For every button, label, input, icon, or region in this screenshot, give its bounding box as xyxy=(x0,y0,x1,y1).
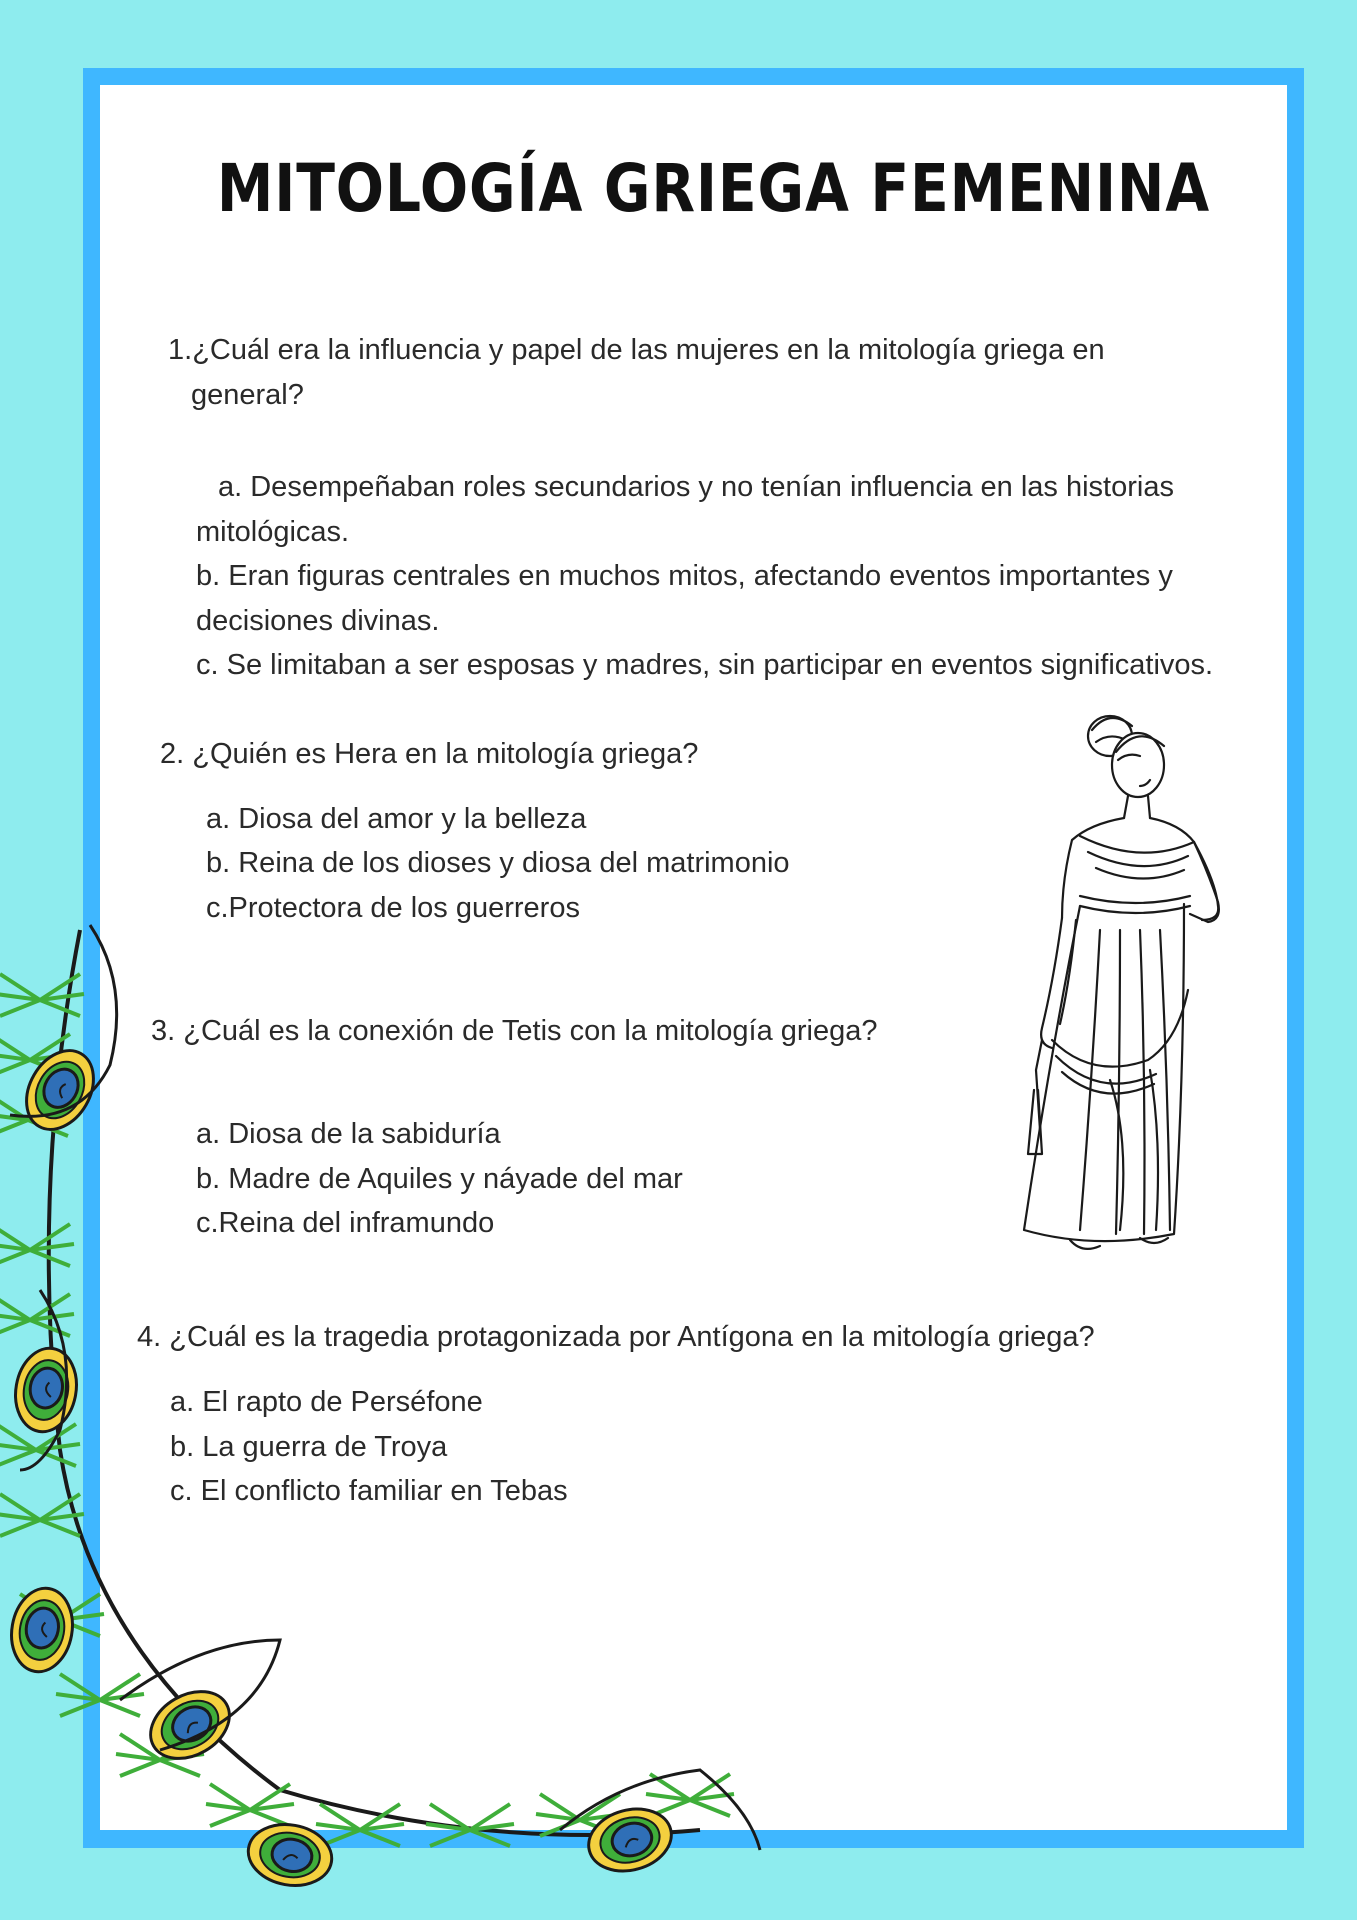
question-text: ¿Quién es Hera en la mitología griega? xyxy=(192,738,699,770)
question-3 xyxy=(151,1009,878,1054)
option-1c: c. Se limitaban a ser esposas y madres, sin participar en eventos significativos. xyxy=(196,649,1214,681)
option-1a: a. Desempeñaban roles secundarios y no tenían influencia en las historias xyxy=(218,471,1174,503)
question-number: 4. xyxy=(137,1321,162,1353)
option-1b-continuation: decisiones divinas. xyxy=(196,605,440,637)
option-3c: c.Reina del inframundo xyxy=(196,1207,495,1239)
question-text: ¿Cuál era la influencia y papel de las mujeres en la mitología griega en xyxy=(192,334,1105,366)
question-2 xyxy=(160,732,698,777)
question-number: 2. xyxy=(160,738,185,770)
question-number: 3. xyxy=(151,1015,176,1047)
option-1b: b. Eran figuras centrales en muchos mitos, afectando eventos importantes y xyxy=(196,560,1173,592)
question-4 xyxy=(137,1315,1095,1360)
option-3b: b. Madre de Aquiles y náyade del mar xyxy=(196,1163,683,1195)
question-text: ¿Cuál es la conexión de Tetis con la mitología griega? xyxy=(183,1015,878,1047)
question-text: ¿Cuál es la tragedia protagonizada por Antígona en la mitología griega? xyxy=(169,1321,1095,1353)
option-2c: c.Protectora de los guerreros xyxy=(206,892,580,924)
option-3a: a. Diosa de la sabiduría xyxy=(196,1118,501,1150)
option-2b: b. Reina de los dioses y diosa del matrimonio xyxy=(206,847,790,879)
option-4c: c. El conflicto familiar en Tebas xyxy=(170,1475,568,1507)
option-4a: a. El rapto de Perséfone xyxy=(170,1386,483,1418)
option-4b: b. La guerra de Troya xyxy=(170,1431,448,1463)
question-1 xyxy=(168,328,1105,373)
question-number: 1. xyxy=(168,334,193,366)
option-1a-continuation: mitológicas. xyxy=(196,516,350,548)
page-title: MITOLOGÍA GRIEGA FEMENINA xyxy=(216,150,1211,227)
option-2a: a. Diosa del amor y la belleza xyxy=(206,803,587,835)
question-1-continuation: general? xyxy=(191,379,304,411)
